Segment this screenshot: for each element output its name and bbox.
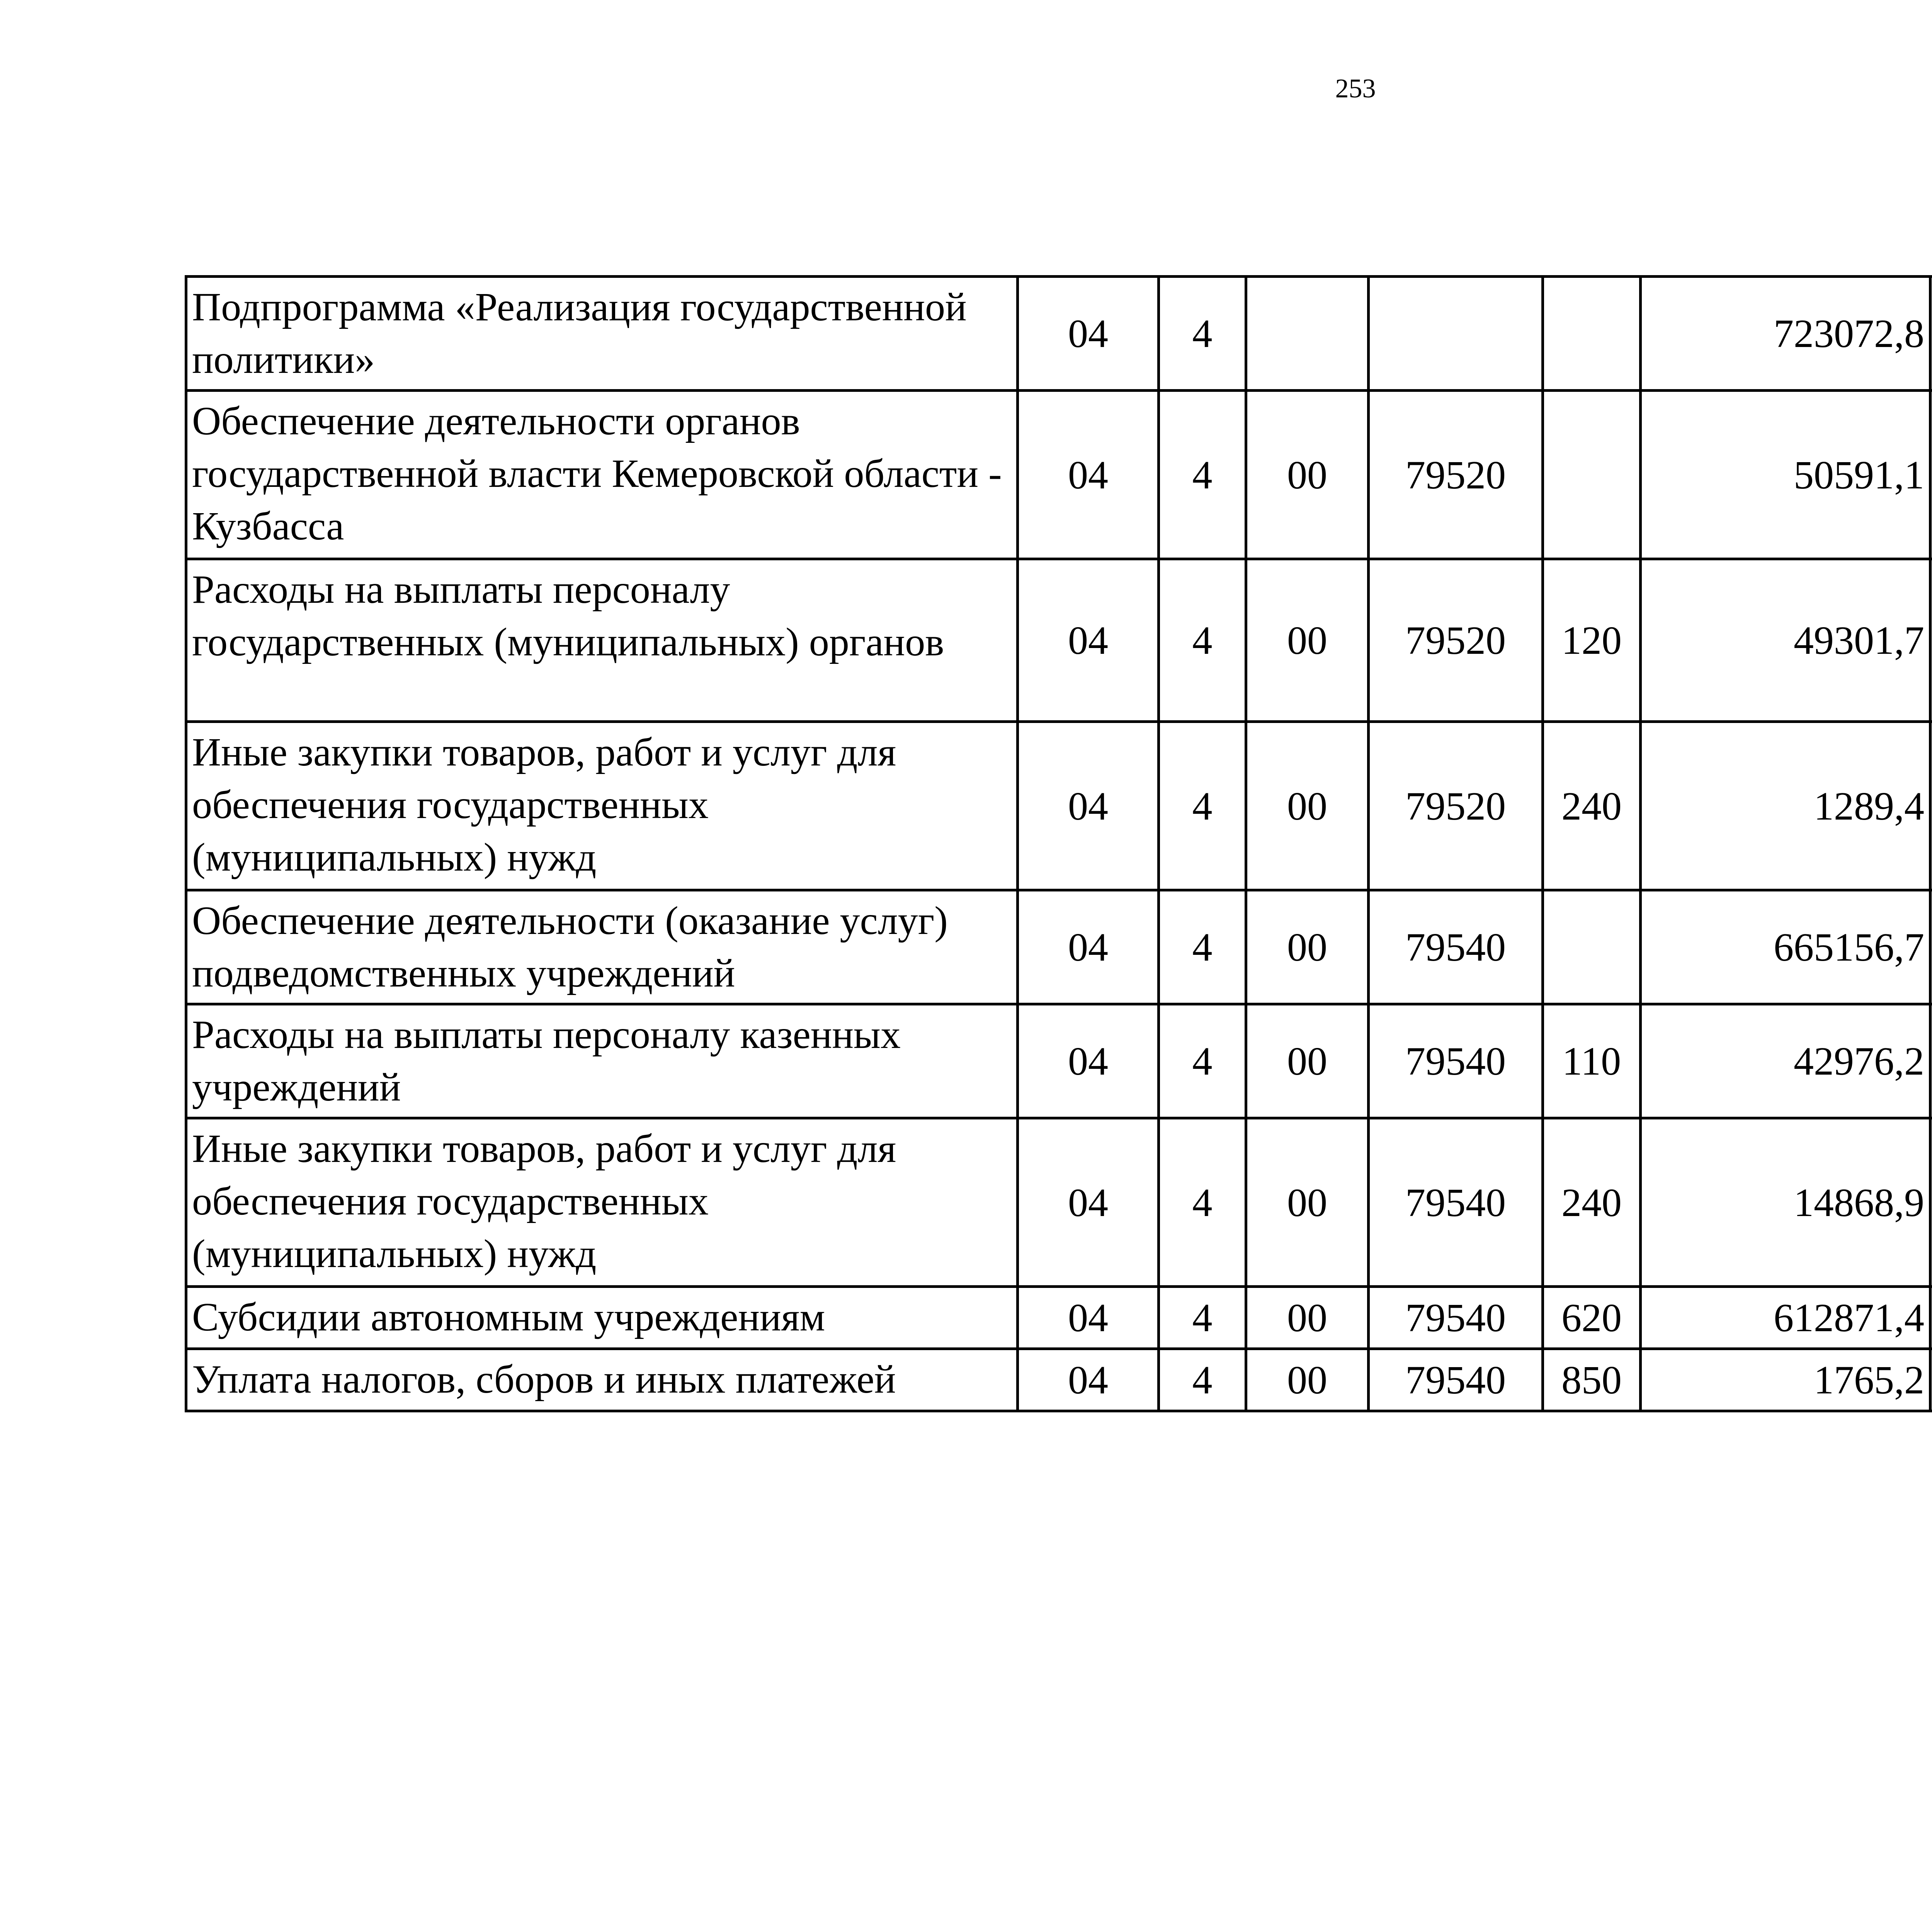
expense-code-cell: 79520 <box>1369 391 1543 559</box>
expense-type-cell <box>1543 890 1641 1004</box>
amount-2-cell <box>1930 277 1932 391</box>
subprogram-cell: 4 <box>1159 1349 1246 1411</box>
subprogram-cell: 4 <box>1159 1004 1246 1118</box>
direction-cell: 00 <box>1246 1004 1369 1118</box>
amount-2-cell <box>1930 722 1932 890</box>
expense-code-cell: 79540 <box>1369 1004 1543 1118</box>
subprogram-cell: 4 <box>1159 722 1246 890</box>
table-row <box>186 277 1932 391</box>
expense-code-cell: 79540 <box>1369 890 1543 1004</box>
row-name: Иные закупки товаров, работ и услуг для обеспечения государственных (муниципальных) нужд <box>186 1118 1018 1287</box>
amount-1-cell: 723072,8 <box>1641 277 1930 391</box>
row-name: Расходы на выплаты персоналу государственных (муниципальных) органов <box>186 559 1018 722</box>
budget-table <box>185 275 1932 1412</box>
amount-2-cell <box>1930 1287 1932 1349</box>
direction-cell: 00 <box>1246 1118 1369 1287</box>
page-number: 253 <box>1335 74 1376 104</box>
direction-cell <box>1246 277 1369 391</box>
section-cell: 04 <box>1018 1004 1159 1118</box>
expense-type-cell: 120 <box>1543 559 1641 722</box>
direction-cell: 00 <box>1246 1349 1369 1411</box>
amount-1-cell: 14868,9 <box>1641 1118 1930 1287</box>
section-cell: 04 <box>1018 1118 1159 1287</box>
table-row <box>186 559 1932 722</box>
expense-type-cell: 110 <box>1543 1004 1641 1118</box>
expense-code-cell: 79520 <box>1369 722 1543 890</box>
direction-cell: 00 <box>1246 890 1369 1004</box>
section-cell: 04 <box>1018 391 1159 559</box>
expense-code-cell: 79540 <box>1369 1287 1543 1349</box>
table-row <box>186 1287 1932 1349</box>
amount-2-cell <box>1930 391 1932 559</box>
row-name: Субсидии автономным учреждениям <box>186 1287 1018 1349</box>
row-name: Расходы на выплаты персоналу казенных учреждений <box>186 1004 1018 1118</box>
section-cell: 04 <box>1018 277 1159 391</box>
amount-1-cell: 50591,1 <box>1641 391 1930 559</box>
direction-cell: 00 <box>1246 559 1369 722</box>
amount-1-cell: 1289,4 <box>1641 722 1930 890</box>
amount-2-cell <box>1930 1349 1932 1411</box>
expense-code-cell: 79540 <box>1369 1349 1543 1411</box>
row-name: Обеспечение деятельности (оказание услуг) подведомственных учреждений <box>186 890 1018 1004</box>
subprogram-cell: 4 <box>1159 391 1246 559</box>
subprogram-cell: 4 <box>1159 1118 1246 1287</box>
amount-2-cell <box>1930 1118 1932 1287</box>
amount-1-cell: 665156,7 <box>1641 890 1930 1004</box>
direction-cell: 00 <box>1246 391 1369 559</box>
section-cell: 04 <box>1018 559 1159 722</box>
amount-1-cell: 49301,7 <box>1641 559 1930 722</box>
row-name: Обеспечение деятельности органов государственной власти Кемеровской области - Кузбасса <box>186 391 1018 559</box>
subprogram-cell: 4 <box>1159 277 1246 391</box>
section-cell: 04 <box>1018 1287 1159 1349</box>
row-name: Уплата налогов, сборов и иных платежей <box>186 1349 1018 1411</box>
section-cell: 04 <box>1018 890 1159 1004</box>
row-name: Иные закупки товаров, работ и услуг для обеспечения государственных (муниципальных) нужд <box>186 722 1018 890</box>
amount-1-cell: 612871,4 <box>1641 1287 1930 1349</box>
expense-type-cell: 240 <box>1543 1118 1641 1287</box>
expense-code-cell: 79520 <box>1369 559 1543 722</box>
row-name: Подпрограмма «Реализация государственной политики» <box>186 277 1018 391</box>
table-row <box>186 391 1932 559</box>
section-cell: 04 <box>1018 722 1159 890</box>
expense-type-cell: 850 <box>1543 1349 1641 1411</box>
table-row <box>186 890 1932 1004</box>
amount-2-cell <box>1930 890 1932 1004</box>
expense-code-cell: 79540 <box>1369 1118 1543 1287</box>
subprogram-cell: 4 <box>1159 1287 1246 1349</box>
expense-type-cell <box>1543 277 1641 391</box>
table-row <box>186 1004 1932 1118</box>
amount-2-cell <box>1930 559 1932 722</box>
section-cell: 04 <box>1018 1349 1159 1411</box>
subprogram-cell: 4 <box>1159 890 1246 1004</box>
direction-cell: 00 <box>1246 1287 1369 1349</box>
direction-cell: 00 <box>1246 722 1369 890</box>
amount-1-cell: 1765,2 <box>1641 1349 1930 1411</box>
table-row <box>186 722 1932 890</box>
expense-code-cell <box>1369 277 1543 391</box>
expense-type-cell: 620 <box>1543 1287 1641 1349</box>
table-row <box>186 1118 1932 1287</box>
expense-type-cell <box>1543 391 1641 559</box>
subprogram-cell: 4 <box>1159 559 1246 722</box>
amount-2-cell <box>1930 1004 1932 1118</box>
amount-1-cell: 42976,2 <box>1641 1004 1930 1118</box>
table-row <box>186 1349 1932 1411</box>
expense-type-cell: 240 <box>1543 722 1641 890</box>
